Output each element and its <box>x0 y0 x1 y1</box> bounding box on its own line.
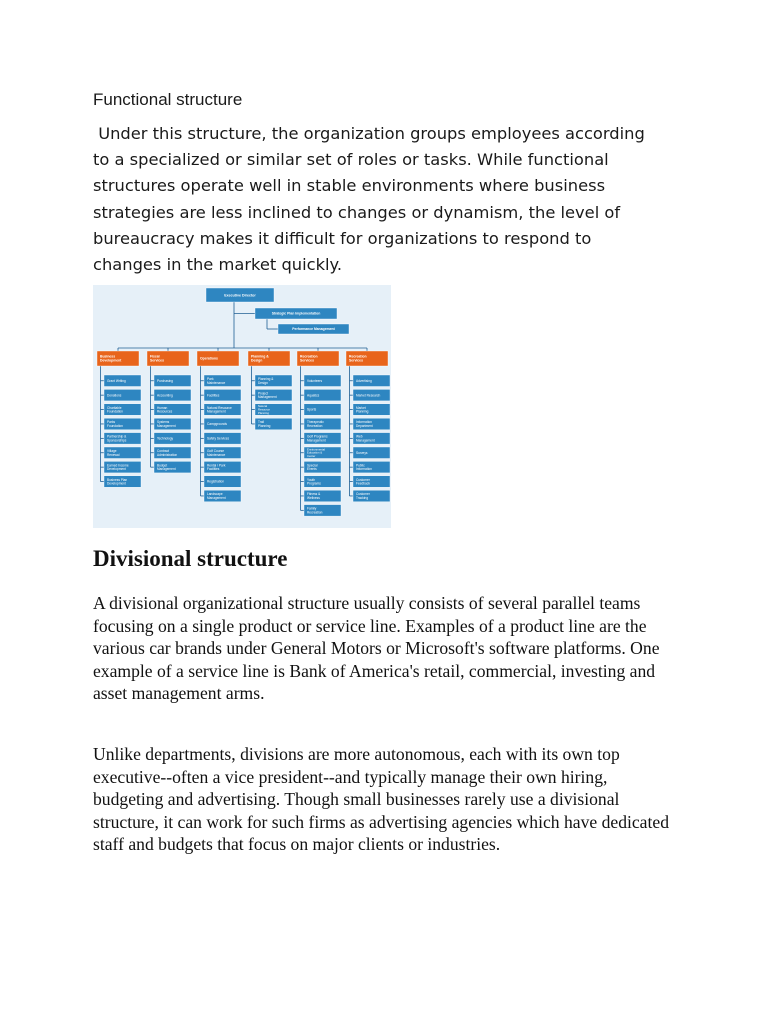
org-role-box <box>304 404 341 416</box>
org-staff-box <box>278 324 349 334</box>
org-role-box-label: Fitness & <box>307 492 321 497</box>
org-role-box-label: Natural Resource <box>207 405 232 410</box>
org-role-box-label: Campgrounds <box>207 422 228 427</box>
org-role-box-label: Development <box>107 467 126 472</box>
org-role-box-label: Administration <box>157 452 178 457</box>
divisional-paragraph-2: Unlike departments, divisions are more autonomous, each with its own top executive--often a vice president--and typically manage their own hiring, budgeting and advertising. Though small businesses rarely use a divisional structure, it can work for such firms as advertising agencies which have dedicated staff and budgets that focus on major clients or industries. <box>93 744 669 854</box>
org-role-box-label: Aquatics <box>307 393 320 398</box>
org-role-box-label: Special <box>307 463 318 468</box>
org-role-box-label: Volunteers <box>307 378 323 383</box>
org-department-box-label: Fiscal <box>150 354 160 359</box>
org-role-box <box>204 375 241 387</box>
org-role-box-label: Golf Programs <box>307 434 328 439</box>
org-role-box-label: Environmental <box>307 447 325 452</box>
org-role-box <box>204 461 241 473</box>
org-department-box-label: Design <box>251 358 263 363</box>
org-role-box-label: Facilities <box>207 467 220 472</box>
org-role-box-label: Development <box>107 481 126 486</box>
org-role-box-label: Recreation <box>307 510 323 515</box>
org-executive-box <box>206 288 274 302</box>
org-department-box <box>97 351 139 366</box>
org-role-box <box>204 490 241 502</box>
org-role-box <box>204 447 241 459</box>
org-role-box-label: Management <box>307 438 326 443</box>
org-role-box <box>353 433 390 445</box>
org-role-box-label: Partnership & <box>107 434 127 439</box>
org-role-box-label: Youth <box>307 477 316 482</box>
org-role-box-label: Education & <box>307 450 323 455</box>
org-role-box-label: Natural <box>258 404 268 409</box>
org-role-box-label: Management <box>258 395 277 400</box>
org-role-box-label: Center <box>307 454 316 459</box>
org-role-box-label: Safety Services <box>207 436 230 441</box>
org-department-box <box>248 351 290 366</box>
org-role-box-label: Planning <box>258 410 269 415</box>
org-role-box <box>353 389 390 401</box>
org-role-box-label: Information <box>356 467 372 472</box>
org-role-box-label: Donations <box>107 393 122 398</box>
org-role-box-label: Contract <box>157 448 170 453</box>
org-role-box-label: Earned Income <box>107 463 129 468</box>
org-role-box <box>255 389 292 401</box>
org-chart-image <box>93 285 391 528</box>
org-role-box <box>104 418 141 430</box>
org-role-box-label: Village <box>107 448 117 453</box>
org-role-box-label: Foundation <box>107 423 123 428</box>
org-role-box-label: Registration <box>207 479 225 484</box>
org-role-box-label: Golf Course <box>207 448 225 453</box>
org-role-box-label: Grant Writing <box>107 378 126 383</box>
org-role-box-label: Charitable <box>107 405 122 410</box>
org-role-box-label: Customer <box>356 477 370 482</box>
org-role-box-label: Market <box>356 405 366 410</box>
org-role-box-label: Planning <box>356 409 369 414</box>
org-department-box <box>346 351 388 366</box>
org-role-box-label: Renewal <box>107 452 120 457</box>
org-role-box <box>204 433 241 445</box>
org-department-box-label: Recreation <box>300 354 318 359</box>
org-role-box-label: Customer <box>356 492 370 497</box>
divisional-paragraph-1: A divisional organizational structure usually consists of several parallel teams focusing on a single product or service line. Examples of a product line are the various car brands under General Motors or Microsoft's software platforms. One example of a service line is Bank of America's retail, commercial, investing and asset management arms. <box>93 593 660 703</box>
org-role-box <box>104 461 141 473</box>
org-role-box-label: Sponsorships <box>107 438 127 443</box>
org-role-box-label: Information <box>356 420 372 425</box>
org-role-box <box>304 375 341 387</box>
org-role-box-label: Programs <box>307 481 321 486</box>
org-role-box-label: Trail <box>258 420 265 425</box>
org-role-box <box>353 404 390 416</box>
org-department-box-label: Recreation <box>349 354 367 359</box>
org-role-box <box>204 389 241 401</box>
org-role-box <box>154 375 191 387</box>
org-role-box-label: Public <box>356 463 365 468</box>
functional-structure-paragraph: Under this structure, the organization groups employees according to a specialized or similar set of roles or tasks. While functional structures operate well in stable environments where business strategies are less inclined to changes or dynamism, the level of bureaucracy makes it difficult for organizations to respond to changes in the market quickly. <box>93 124 645 275</box>
org-role-box <box>104 389 141 401</box>
org-staff-box-label: Strategic Plan Implementation <box>271 311 321 316</box>
org-role-box <box>204 418 241 430</box>
org-role-box <box>104 404 141 416</box>
org-role-box <box>255 404 292 416</box>
org-role-box-label: Department <box>356 423 373 428</box>
org-role-box-label: Resources <box>157 409 173 414</box>
org-role-box-label: Therapeutic <box>307 420 324 425</box>
org-role-box-label: Planning <box>258 423 271 428</box>
org-role-box-label: Accounting <box>157 393 173 398</box>
org-role-box-label: Facilities <box>207 393 220 398</box>
functional-structure-heading: Functional structure <box>93 90 243 109</box>
org-role-box <box>154 433 191 445</box>
org-chart-diagram <box>93 285 391 528</box>
org-role-box <box>204 476 241 488</box>
org-staff-box <box>255 308 337 319</box>
org-role-box <box>304 490 341 502</box>
org-executive-box-label: Executive Director <box>224 293 256 298</box>
org-role-box-label: Purchasing <box>157 378 173 383</box>
org-role-box-label: Recreation <box>307 423 323 428</box>
org-role-box-label: Design <box>258 380 268 385</box>
org-department-box-label: Services <box>150 358 164 363</box>
org-role-box-label: Parks <box>107 420 116 425</box>
org-department-box-label: Development <box>100 358 122 363</box>
org-role-box-label: Feedback <box>356 481 370 486</box>
org-role-box <box>304 433 341 445</box>
org-role-box-label: Park <box>207 376 214 381</box>
org-role-box <box>353 418 390 430</box>
divisional-structure-heading: Divisional structure <box>93 546 288 571</box>
org-role-box <box>353 461 390 473</box>
org-role-box-label: Events <box>307 467 317 472</box>
org-role-box <box>154 447 191 459</box>
org-role-box-label: Planning & <box>258 376 274 381</box>
org-role-box <box>104 447 141 459</box>
org-department-box-label: Planning & <box>251 354 269 359</box>
org-role-box-label: Budget <box>157 463 168 468</box>
org-role-box <box>154 418 191 430</box>
org-role-box-label: Web <box>356 434 363 439</box>
org-role-box <box>353 476 390 488</box>
org-role-box-label: Management <box>356 438 375 443</box>
org-role-box-label: Tracking <box>356 495 369 500</box>
org-role-box-label: Surveys <box>356 450 368 455</box>
org-role-box <box>353 490 390 502</box>
org-role-box <box>255 375 292 387</box>
org-department-box-label: Services <box>349 358 363 363</box>
org-department-box-label: Services <box>300 358 314 363</box>
org-role-box <box>304 476 341 488</box>
org-role-box <box>304 447 341 459</box>
org-role-box <box>154 461 191 473</box>
org-role-box-label: Business Plan <box>107 477 128 482</box>
org-role-box-label: Management <box>157 423 176 428</box>
org-role-box <box>154 389 191 401</box>
org-department-box-label: Business <box>100 354 116 359</box>
org-role-box-label: Management <box>157 467 176 472</box>
org-role-box-label: Management <box>207 495 226 500</box>
org-role-box-label: Advertising <box>356 378 372 383</box>
org-role-box-label: Systems <box>157 420 170 425</box>
org-department-box <box>197 351 239 366</box>
org-role-box-label: Foundation <box>107 409 123 414</box>
org-role-box <box>304 389 341 401</box>
org-role-box <box>104 375 141 387</box>
org-role-box <box>304 461 341 473</box>
org-role-box <box>353 375 390 387</box>
org-role-box-label: Technology <box>157 436 174 441</box>
org-role-box-label: Landscape <box>207 492 223 497</box>
org-role-box-label: Market Research <box>356 393 381 398</box>
org-role-box-label: Sports <box>307 407 317 412</box>
org-role-box-label: Project <box>258 391 268 396</box>
org-role-box <box>304 418 341 430</box>
org-role-box-label: Human <box>157 405 168 410</box>
org-role-box-label: Maintenance <box>207 452 226 457</box>
org-role-box <box>104 476 141 488</box>
org-department-box-label: Operations <box>200 356 218 361</box>
org-role-box-label: Wellness <box>307 495 320 500</box>
org-department-box <box>147 351 189 366</box>
org-department-box <box>297 351 339 366</box>
org-role-box-label: Maintenance <box>207 380 226 385</box>
org-role-box-label: Family <box>307 506 317 511</box>
org-role-box-label: Rental / Park <box>207 463 226 468</box>
org-role-box <box>104 433 141 445</box>
org-role-box-label: Management <box>207 409 226 414</box>
org-role-box-label: Resource <box>258 407 270 412</box>
org-staff-box-label: Performance Management <box>292 327 335 332</box>
org-role-box <box>304 505 341 516</box>
org-role-box <box>353 447 390 459</box>
org-role-box <box>204 404 241 416</box>
org-role-box <box>154 404 191 416</box>
org-role-box <box>255 418 292 430</box>
